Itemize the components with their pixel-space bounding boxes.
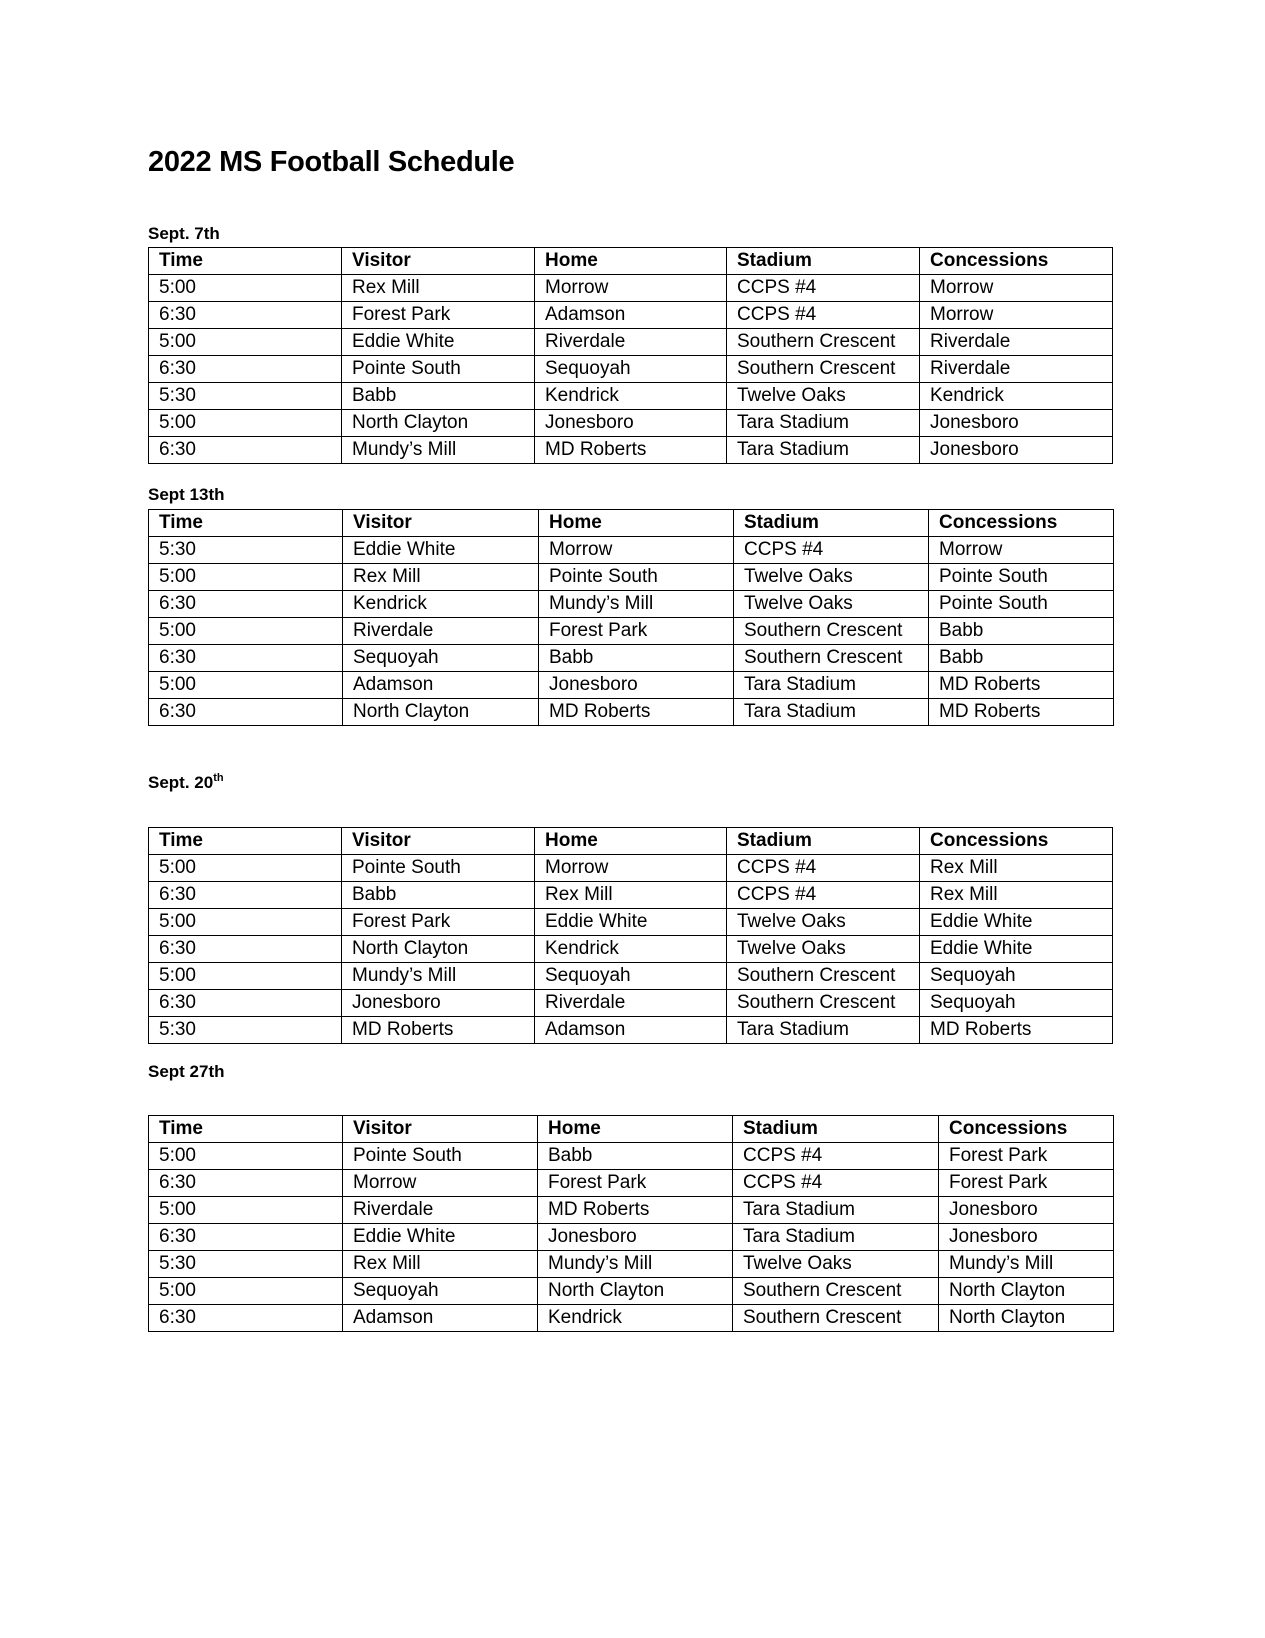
cell-stadium: CCPS #4 — [727, 302, 920, 329]
cell-time: 5:00 — [149, 1143, 343, 1170]
cell-stadium: Twelve Oaks — [734, 591, 929, 618]
cell-stadium: Tara Stadium — [734, 672, 929, 699]
table-row — [149, 1017, 1113, 1044]
cell-home: Eddie White — [535, 909, 727, 936]
cell-stadium: Twelve Oaks — [734, 564, 929, 591]
cell-concessions: Rex Mill — [920, 882, 1113, 909]
cell-concessions: Morrow — [920, 302, 1113, 329]
cell-time: 5:30 — [149, 383, 342, 410]
table-row — [149, 1224, 1114, 1251]
cell-visitor: Sequoyah — [343, 645, 539, 672]
cell-concessions: Forest Park — [939, 1143, 1114, 1170]
cell-visitor: Eddie White — [343, 1224, 538, 1251]
cell-concessions: Sequoyah — [920, 990, 1113, 1017]
cell-concessions: MD Roberts — [929, 699, 1114, 726]
table-row — [149, 329, 1113, 356]
cell-visitor: Eddie White — [342, 329, 535, 356]
cell-visitor: Pointe South — [342, 356, 535, 383]
cell-home: Jonesboro — [535, 410, 727, 437]
column-header-concessions: Concessions — [939, 1116, 1114, 1143]
cell-visitor: Adamson — [343, 1305, 538, 1332]
cell-time: 6:30 — [149, 1224, 343, 1251]
cell-home: Adamson — [535, 1017, 727, 1044]
cell-home: MD Roberts — [539, 699, 734, 726]
cell-time: 6:30 — [149, 936, 342, 963]
table-row — [149, 1251, 1114, 1278]
table-row — [149, 437, 1113, 464]
cell-stadium: Tara Stadium — [727, 410, 920, 437]
column-header-home: Home — [538, 1116, 733, 1143]
cell-time: 5:00 — [149, 564, 343, 591]
cell-stadium: CCPS #4 — [727, 855, 920, 882]
cell-stadium: CCPS #4 — [727, 882, 920, 909]
column-header-visitor: Visitor — [343, 1116, 538, 1143]
cell-visitor: Mundy’s Mill — [342, 437, 535, 464]
schedule-table — [148, 509, 1114, 726]
cell-visitor: North Clayton — [342, 936, 535, 963]
table-row — [149, 1170, 1114, 1197]
table-row — [149, 564, 1114, 591]
cell-stadium: Southern Crescent — [733, 1278, 939, 1305]
cell-home: Adamson — [535, 302, 727, 329]
table-row — [149, 302, 1113, 329]
section-date: Sept 27th — [148, 1062, 225, 1081]
cell-home: Jonesboro — [539, 672, 734, 699]
column-header-stadium: Stadium — [727, 248, 920, 275]
cell-visitor: Forest Park — [342, 909, 535, 936]
cell-visitor: Babb — [342, 383, 535, 410]
cell-concessions: Morrow — [920, 275, 1113, 302]
cell-home: Pointe South — [539, 564, 734, 591]
cell-home: Kendrick — [535, 383, 727, 410]
cell-time: 5:00 — [149, 855, 342, 882]
table-row — [149, 672, 1114, 699]
cell-visitor: Jonesboro — [342, 990, 535, 1017]
cell-stadium: CCPS #4 — [733, 1170, 939, 1197]
cell-visitor: Rex Mill — [342, 275, 535, 302]
column-header-stadium: Stadium — [733, 1116, 939, 1143]
table-row — [149, 410, 1113, 437]
cell-time: 6:30 — [149, 645, 343, 672]
cell-stadium: Tara Stadium — [733, 1224, 939, 1251]
schedule-table — [148, 247, 1113, 464]
column-header-concessions: Concessions — [929, 510, 1114, 537]
cell-visitor: Kendrick — [343, 591, 539, 618]
table-row — [149, 936, 1113, 963]
column-header-home: Home — [535, 248, 727, 275]
table-row — [149, 909, 1113, 936]
section-date: Sept. 7th — [148, 224, 220, 243]
cell-home: Kendrick — [538, 1305, 733, 1332]
cell-time: 5:00 — [149, 963, 342, 990]
cell-visitor: Eddie White — [343, 537, 539, 564]
table-row — [149, 1305, 1114, 1332]
cell-time: 6:30 — [149, 356, 342, 383]
cell-concessions: Rex Mill — [920, 855, 1113, 882]
cell-time: 5:00 — [149, 275, 342, 302]
section-date: Sept. 20th — [148, 772, 224, 792]
cell-concessions: Babb — [929, 618, 1114, 645]
table-header-row — [149, 510, 1114, 537]
cell-visitor: Riverdale — [343, 1197, 538, 1224]
cell-stadium: Southern Crescent — [733, 1305, 939, 1332]
cell-stadium: Tara Stadium — [727, 1017, 920, 1044]
cell-time: 5:30 — [149, 537, 343, 564]
cell-stadium: CCPS #4 — [733, 1143, 939, 1170]
schedule-table — [148, 1115, 1114, 1332]
cell-stadium: CCPS #4 — [734, 537, 929, 564]
column-header-time: Time — [149, 828, 342, 855]
schedule-table — [148, 827, 1113, 1044]
table-row — [149, 1278, 1114, 1305]
cell-time: 6:30 — [149, 990, 342, 1017]
table-row — [149, 618, 1114, 645]
column-header-stadium: Stadium — [734, 510, 929, 537]
cell-home: Babb — [538, 1143, 733, 1170]
cell-home: Morrow — [535, 855, 727, 882]
cell-home: MD Roberts — [535, 437, 727, 464]
cell-time: 6:30 — [149, 1170, 343, 1197]
cell-concessions: Eddie White — [920, 936, 1113, 963]
cell-concessions: Jonesboro — [920, 437, 1113, 464]
cell-concessions: Pointe South — [929, 591, 1114, 618]
table-row — [149, 699, 1114, 726]
cell-concessions: Forest Park — [939, 1170, 1114, 1197]
cell-stadium: Twelve Oaks — [727, 909, 920, 936]
cell-stadium: Twelve Oaks — [727, 936, 920, 963]
cell-concessions: Babb — [929, 645, 1114, 672]
table-header-row — [149, 828, 1113, 855]
cell-time: 6:30 — [149, 591, 343, 618]
cell-stadium: Southern Crescent — [727, 329, 920, 356]
cell-time: 5:30 — [149, 1251, 343, 1278]
table-row — [149, 591, 1114, 618]
cell-stadium: Tara Stadium — [734, 699, 929, 726]
cell-time: 5:00 — [149, 410, 342, 437]
cell-home: Riverdale — [535, 990, 727, 1017]
table-row — [149, 383, 1113, 410]
column-header-time: Time — [149, 510, 343, 537]
cell-visitor: Adamson — [343, 672, 539, 699]
cell-home: Forest Park — [539, 618, 734, 645]
cell-time: 5:00 — [149, 1278, 343, 1305]
table-header-row — [149, 1116, 1114, 1143]
cell-visitor: Riverdale — [343, 618, 539, 645]
table-header-row — [149, 248, 1113, 275]
cell-visitor: Pointe South — [343, 1143, 538, 1170]
cell-concessions: Jonesboro — [920, 410, 1113, 437]
cell-time: 6:30 — [149, 437, 342, 464]
cell-concessions: Mundy’s Mill — [939, 1251, 1114, 1278]
table-row — [149, 275, 1113, 302]
column-header-visitor: Visitor — [342, 828, 535, 855]
cell-home: Sequoyah — [535, 356, 727, 383]
column-header-visitor: Visitor — [343, 510, 539, 537]
cell-time: 5:00 — [149, 1197, 343, 1224]
cell-concessions: Riverdale — [920, 356, 1113, 383]
table-row — [149, 855, 1113, 882]
cell-home: North Clayton — [538, 1278, 733, 1305]
cell-visitor: North Clayton — [343, 699, 539, 726]
page-title: 2022 MS Football Schedule — [148, 146, 515, 178]
cell-concessions: MD Roberts — [929, 672, 1114, 699]
table-row — [149, 963, 1113, 990]
section-date: Sept 13th — [148, 485, 225, 504]
cell-concessions: North Clayton — [939, 1305, 1114, 1332]
column-header-home: Home — [535, 828, 727, 855]
cell-concessions: MD Roberts — [920, 1017, 1113, 1044]
cell-time: 6:30 — [149, 1305, 343, 1332]
cell-visitor: Babb — [342, 882, 535, 909]
cell-concessions: North Clayton — [939, 1278, 1114, 1305]
column-header-visitor: Visitor — [342, 248, 535, 275]
cell-concessions: Kendrick — [920, 383, 1113, 410]
cell-home: Mundy’s Mill — [539, 591, 734, 618]
cell-home: MD Roberts — [538, 1197, 733, 1224]
column-header-time: Time — [149, 1116, 343, 1143]
cell-stadium: Southern Crescent — [734, 645, 929, 672]
table-row — [149, 356, 1113, 383]
cell-concessions: Sequoyah — [920, 963, 1113, 990]
cell-time: 5:30 — [149, 1017, 342, 1044]
cell-visitor: Forest Park — [342, 302, 535, 329]
column-header-concessions: Concessions — [920, 248, 1113, 275]
cell-visitor: North Clayton — [342, 410, 535, 437]
cell-time: 5:00 — [149, 329, 342, 356]
cell-time: 5:00 — [149, 618, 343, 645]
cell-stadium: Twelve Oaks — [733, 1251, 939, 1278]
table-row — [149, 1143, 1114, 1170]
cell-visitor: Morrow — [343, 1170, 538, 1197]
cell-time: 5:00 — [149, 672, 343, 699]
table-row — [149, 1197, 1114, 1224]
cell-home: Rex Mill — [535, 882, 727, 909]
cell-concessions: Eddie White — [920, 909, 1113, 936]
cell-time: 6:30 — [149, 699, 343, 726]
table-row — [149, 882, 1113, 909]
cell-home: Forest Park — [538, 1170, 733, 1197]
cell-concessions: Riverdale — [920, 329, 1113, 356]
table-row — [149, 537, 1114, 564]
cell-stadium: Tara Stadium — [727, 437, 920, 464]
cell-concessions: Jonesboro — [939, 1224, 1114, 1251]
cell-home: Jonesboro — [538, 1224, 733, 1251]
cell-visitor: Mundy’s Mill — [342, 963, 535, 990]
cell-stadium: Southern Crescent — [734, 618, 929, 645]
cell-home: Babb — [539, 645, 734, 672]
cell-visitor: MD Roberts — [342, 1017, 535, 1044]
cell-home: Mundy’s Mill — [538, 1251, 733, 1278]
table-row — [149, 645, 1114, 672]
cell-time: 5:00 — [149, 909, 342, 936]
cell-stadium: CCPS #4 — [727, 275, 920, 302]
cell-home: Kendrick — [535, 936, 727, 963]
cell-home: Morrow — [535, 275, 727, 302]
column-header-stadium: Stadium — [727, 828, 920, 855]
column-header-concessions: Concessions — [920, 828, 1113, 855]
column-header-time: Time — [149, 248, 342, 275]
cell-visitor: Pointe South — [342, 855, 535, 882]
cell-concessions: Morrow — [929, 537, 1114, 564]
cell-time: 6:30 — [149, 302, 342, 329]
cell-home: Sequoyah — [535, 963, 727, 990]
cell-concessions: Pointe South — [929, 564, 1114, 591]
table-row — [149, 990, 1113, 1017]
cell-home: Riverdale — [535, 329, 727, 356]
cell-stadium: Tara Stadium — [733, 1197, 939, 1224]
cell-time: 6:30 — [149, 882, 342, 909]
cell-stadium: Southern Crescent — [727, 963, 920, 990]
cell-visitor: Rex Mill — [343, 1251, 538, 1278]
cell-stadium: Twelve Oaks — [727, 383, 920, 410]
cell-concessions: Jonesboro — [939, 1197, 1114, 1224]
cell-stadium: Southern Crescent — [727, 990, 920, 1017]
cell-home: Morrow — [539, 537, 734, 564]
cell-visitor: Rex Mill — [343, 564, 539, 591]
column-header-home: Home — [539, 510, 734, 537]
cell-stadium: Southern Crescent — [727, 356, 920, 383]
cell-visitor: Sequoyah — [343, 1278, 538, 1305]
